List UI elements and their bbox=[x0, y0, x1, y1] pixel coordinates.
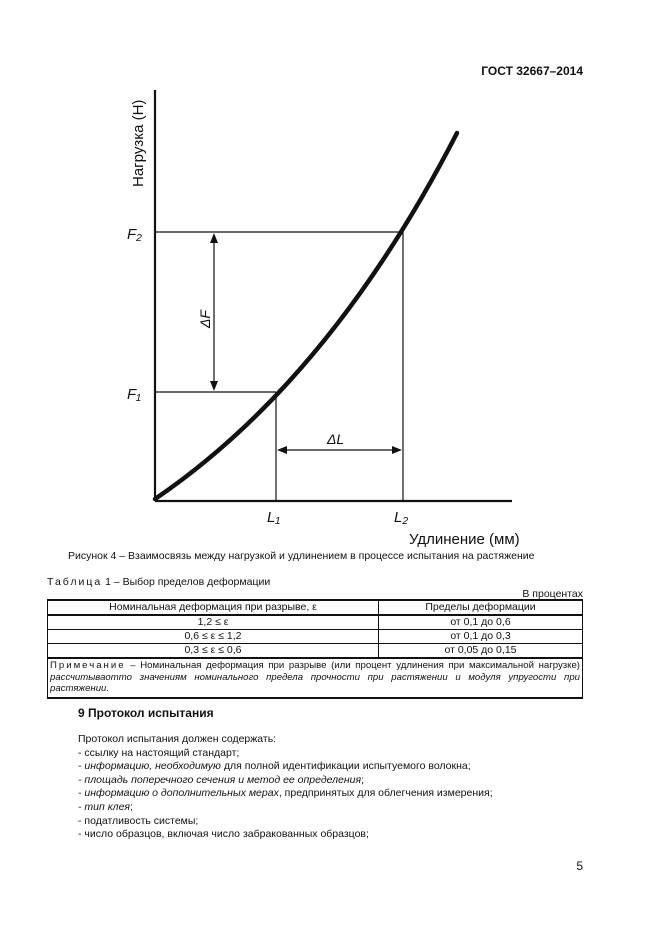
f2-label: F₂ bbox=[127, 226, 142, 243]
cell-deformation: 1,2 ≤ ε bbox=[48, 615, 379, 630]
x-axis-label: Удлинение (мм) bbox=[409, 531, 520, 548]
list-item-text: , предпринятых для облегчения измерения; bbox=[278, 787, 493, 800]
list-item-text: - число образцов, включая число забракованных образцов; bbox=[78, 828, 369, 841]
list-item-text: - ссылку на настоящий стандарт; bbox=[78, 746, 240, 759]
table-row bbox=[48, 630, 583, 644]
table-caption bbox=[47, 576, 270, 588]
table-note bbox=[48, 658, 583, 698]
list-item bbox=[78, 760, 493, 774]
delta-f-arrowhead-bottom bbox=[210, 381, 218, 391]
delta-l-arrowhead-right bbox=[392, 446, 402, 454]
delta-f-label: ΔF bbox=[197, 310, 213, 328]
cell-limits: от 0,1 до 0,3 bbox=[379, 630, 583, 644]
list-item-text: ; bbox=[361, 773, 365, 786]
header-deformation-limits: Пределы деформации bbox=[379, 600, 583, 615]
list-item bbox=[78, 815, 493, 829]
list-item bbox=[78, 801, 493, 815]
f1-label: F₁ bbox=[127, 386, 141, 403]
table-caption-title: 1 – Выбор пределов деформации bbox=[102, 576, 271, 588]
list-item-text: для полной идентификации испытуемого волокна; bbox=[220, 760, 471, 773]
l1-label: L₁ bbox=[267, 509, 281, 526]
cell-limits: от 0,05 до 0,15 bbox=[379, 644, 583, 659]
cell-deformation: 0,6 ≤ ε ≤ 1,2 bbox=[48, 630, 379, 644]
page-number: 5 bbox=[576, 859, 583, 873]
table-caption-word: Таблица bbox=[47, 576, 103, 588]
figure-caption: Рисунок 4 – Взаимосвязь между нагрузкой и удлинением в процессе испытания на растяжение bbox=[68, 550, 535, 562]
document-id: ГОСТ 32667–2014 bbox=[481, 64, 583, 78]
list-item-italic: - площадь поперечного сечения и метод ее определения bbox=[78, 773, 362, 786]
section-intro: Протокол испытания должен содержать: bbox=[78, 733, 277, 745]
list-item-italic: - тип клея bbox=[78, 800, 131, 813]
list-item bbox=[78, 747, 493, 761]
list-item bbox=[78, 787, 493, 801]
list-item bbox=[78, 774, 493, 788]
header-nominal-deformation: Номинальная деформация при разрыве, ε bbox=[48, 600, 379, 615]
delta-l-arrowhead-left bbox=[277, 446, 287, 454]
l2-label: L₂ bbox=[394, 509, 409, 526]
table-header-row bbox=[48, 600, 583, 615]
section-body bbox=[78, 733, 493, 842]
note-word: Примечание bbox=[50, 660, 126, 671]
note-text-plain: – Номинальная деформация при разрыве (или процент удлинения при максимальной нагрузке) bbox=[125, 660, 580, 671]
list-item-text: - податливость системы; bbox=[78, 814, 199, 827]
list-item bbox=[78, 828, 493, 842]
delta-f-arrowhead-top bbox=[210, 233, 218, 243]
delta-l-label: ΔL bbox=[327, 431, 345, 447]
table-unit: В процентах bbox=[522, 588, 583, 600]
list-item-text: ; bbox=[130, 800, 133, 813]
cell-limits: от 0,1 до 0,6 bbox=[379, 615, 583, 630]
cell-deformation: 0,3 ≤ ε ≤ 0,6 bbox=[48, 644, 379, 659]
note-text-italic: рассчитываотто значениям номинального предела прочности при растяжении и модуля упругости при растяжении. bbox=[50, 671, 580, 694]
section-title: 9 Протокол испытания bbox=[78, 706, 214, 720]
y-axis-label: Нагрузка (Н) bbox=[130, 99, 147, 187]
list-item-italic: - информацию, необходимую bbox=[78, 760, 221, 773]
table-row bbox=[48, 644, 583, 659]
table-row bbox=[48, 615, 583, 630]
list-item-italic: - информацию о дополнительных мерах bbox=[78, 787, 279, 800]
table-note-row bbox=[48, 658, 583, 698]
deformation-limits-table bbox=[47, 599, 583, 699]
